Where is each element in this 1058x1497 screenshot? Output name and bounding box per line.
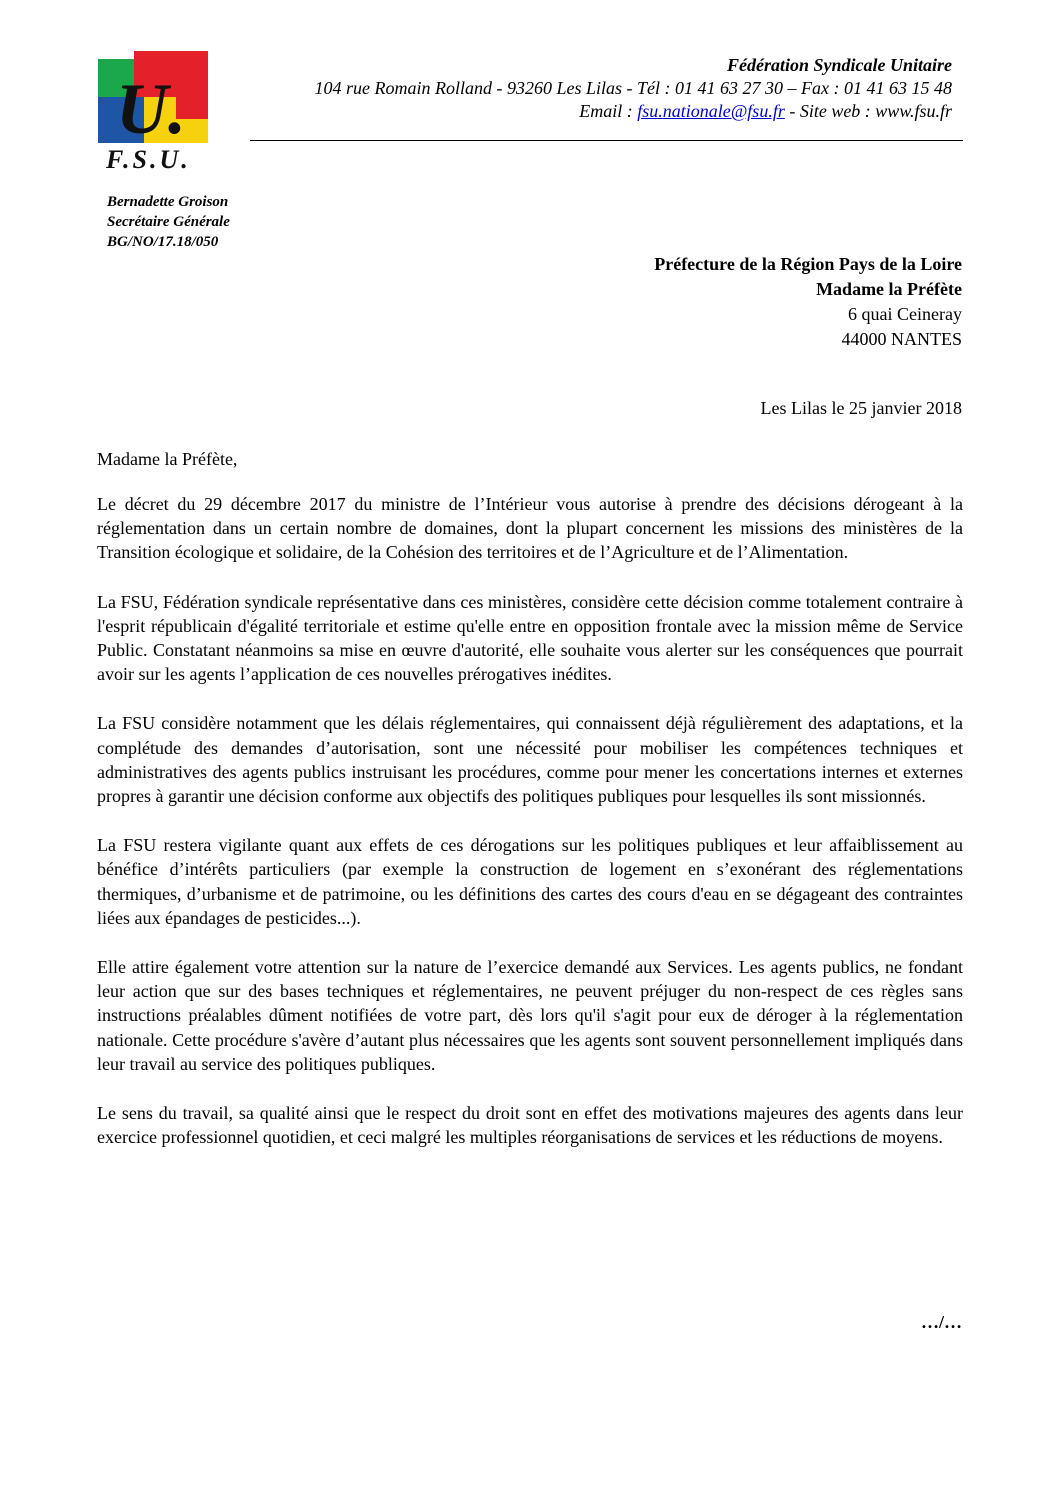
- sender-block: [107, 192, 230, 252]
- recipient-line-1: Préfecture de la Région Pays de la Loire: [654, 254, 962, 274]
- letter-date: Les Lilas le 25 janvier 2018: [760, 398, 962, 418]
- organization-header: [315, 54, 952, 123]
- recipient-block: [654, 252, 962, 352]
- paragraph: Le décret du 29 décembre 2017 du ministre de l’Intérieur vous autorise à prendre des décisions dérogeant à la réglementation dans un certain nombre de domaines, dont la plupart concernent les missions des ministères de la Transition écologique et solidaire, de la Cohésion des territoires et de l’Agriculture et de l’Alimentation.: [97, 494, 963, 563]
- paragraph: Le sens du travail, sa qualité ainsi que le respect du droit sont en effet des motivations majeures des agents dans leur exercice professionnel quotidien, et ceci malgré les multiples réorganisations de services et les réductions de moyens.: [97, 1103, 963, 1148]
- recipient-line-3: 6 quai Ceineray: [848, 304, 962, 324]
- page-continuation-mark: …/…: [920, 1312, 962, 1332]
- paragraph: Elle attire également votre attention sur la nature de l’exercice demandé aux Services. Les agents publics, ne fondant leur action que sur des bases techniques et réglementaires, ne peuvent préjuger du non-respect de ces règles sans instructions préalables dûment notifiées de votre part, dès lors qu'il s'agit pour eux de déroger à la réglementation nationale. Cette procédure s'avère d’autant plus nécessaires que les agents sont souvent personnellement impliqués dans leur travail au service des politiques publiques.: [97, 957, 963, 1074]
- paragraph: La FSU, Fédération syndicale représentative dans ces ministères, considère cette décision comme totalement contraire à l'esprit républicain d'égalité territoriale et estime qu'elle entre en opposition frontale avec la mission même de Service Public. Constatant néanmoins sa mise en œuvre d'autorité, elle souhaite vous alerter sur les conséquences que pourrait avoir sur les agents l’application de ces nouvelles prérogatives inédites.: [97, 591, 963, 685]
- sender-reference: BG/NO/17.18/050: [107, 234, 219, 250]
- paragraph: La FSU restera vigilante quant aux effets de ces dérogations sur les politiques publiques et leur affaiblissement au bénéfice d’intérêts particuliers (par exemple la construction de logement en s’exonérant des réglementations thermiques, d’urbanisme et de patrimoine, ou les définitions des cartes des cours d'eau en se dégageant des contraintes liées aux épandages de pesticides...).: [97, 835, 963, 928]
- sender-name: Bernadette Groison: [107, 194, 229, 210]
- organization-name: Fédération Syndicale Unitaire: [727, 55, 952, 75]
- email-link[interactable]: fsu.nationale@fsu.fr: [637, 101, 785, 121]
- logo-text: F.S.U.: [106, 145, 191, 174]
- organization-address: 104 rue Romain Rolland - 93260 Les Lilas - Tél : 01 41 63 27 30 – Fax : 01 41 63 15 48: [314, 78, 952, 98]
- paragraph: La FSU considère notamment que les délais réglementaires, qui connaissent déjà régulièrement des adaptations, et la complétude des demandes d’autorisation, sont une nécessité pour mobiliser les compétences techniques et administratives des agents publics instruisant les procédures, comme pour mener les concertations internes et externes propres à garantir une décision conforme aux objectifs des politiques publiques pour lesquelles ils sont missionnés.: [97, 713, 963, 807]
- organization-contact: [315, 100, 952, 123]
- recipient-line-4: 44000 NANTES: [841, 329, 962, 349]
- header-divider: [250, 140, 963, 141]
- letter-body: [97, 492, 963, 1174]
- email-prefix: Email :: [579, 101, 638, 121]
- logo-letter: U.: [116, 69, 186, 149]
- salutation: Madame la Préfète,: [97, 449, 238, 469]
- website-text: - Site web : www.fsu.fr: [784, 101, 952, 121]
- recipient-line-2: Madame la Préfète: [816, 279, 962, 299]
- sender-title: Secrétaire Générale: [107, 214, 230, 230]
